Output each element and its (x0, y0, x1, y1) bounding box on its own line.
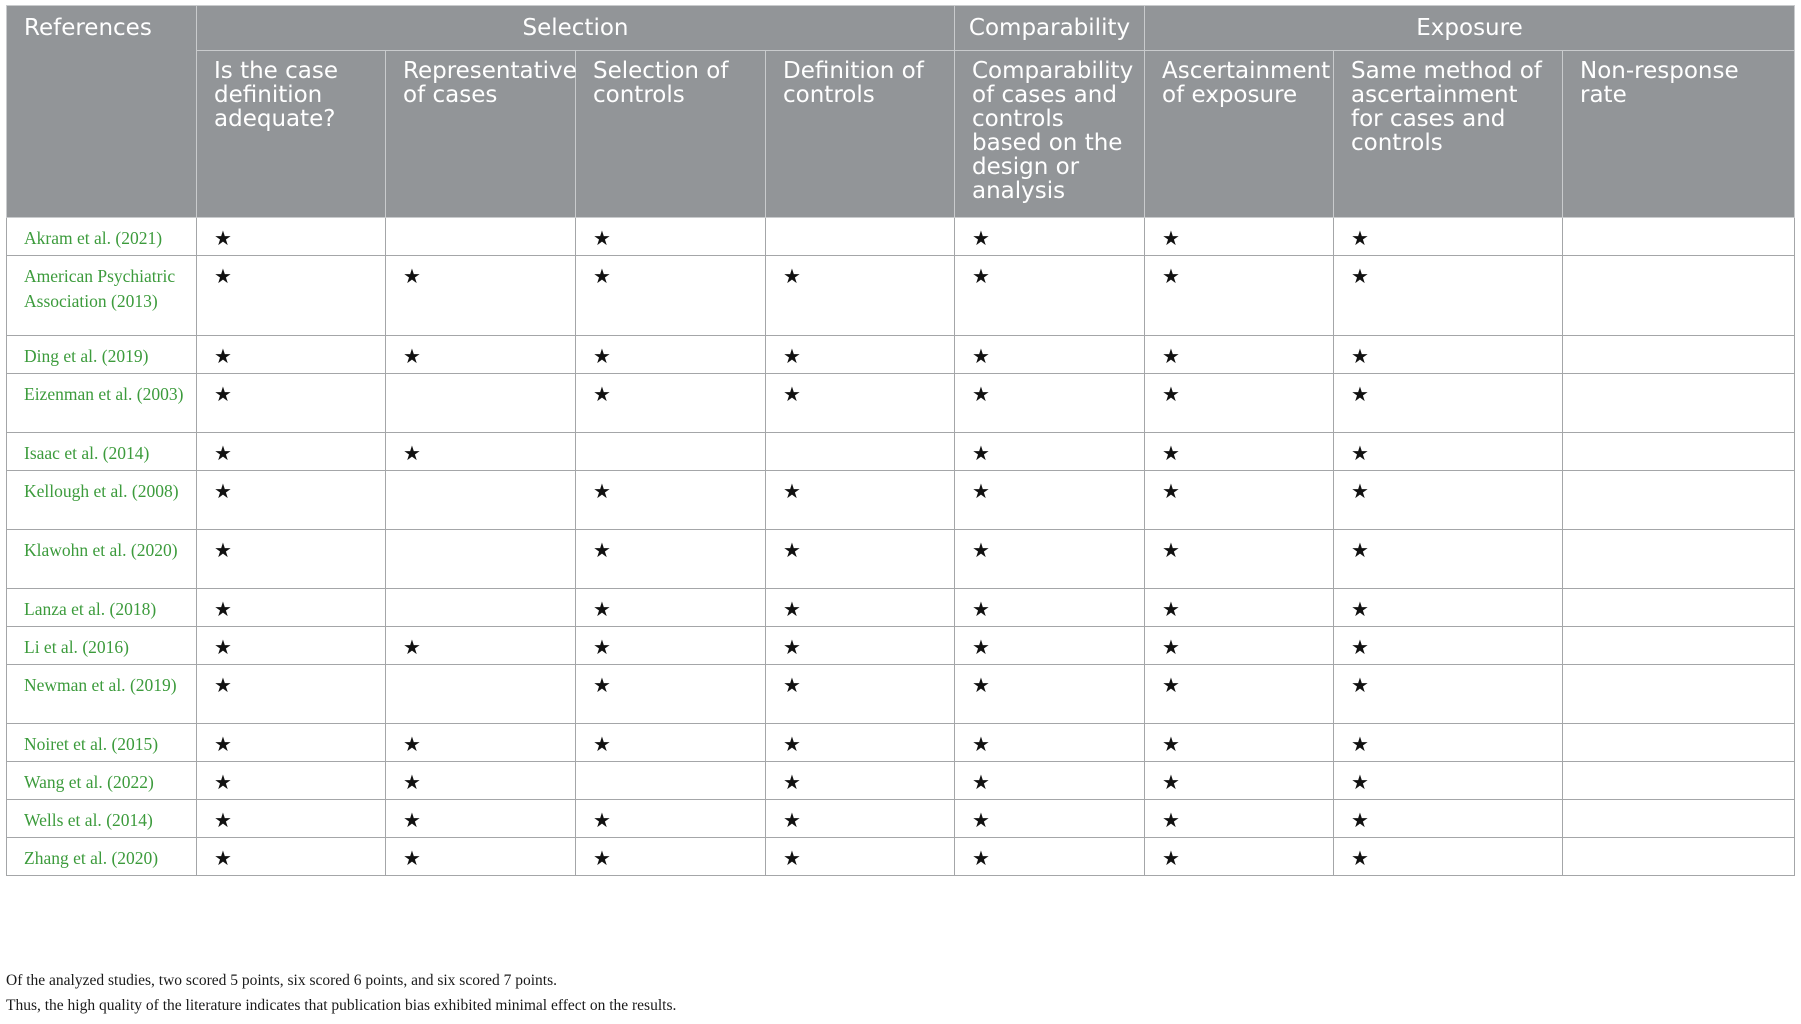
score-cell (766, 800, 955, 838)
score-cell (1334, 589, 1563, 627)
star-icon: ★ (972, 264, 990, 288)
star-icon: ★ (1162, 635, 1180, 659)
score-cell (386, 665, 576, 724)
star-icon: ★ (403, 846, 421, 870)
reference-author-link[interactable]: Li et al. (24, 637, 83, 657)
score-cell (955, 530, 1145, 589)
score-cell (1145, 800, 1334, 838)
star-icon: ★ (214, 264, 232, 288)
score-cell (766, 433, 955, 471)
star-icon: ★ (593, 264, 611, 288)
score-cell (1145, 336, 1334, 374)
star-icon: ★ (1162, 732, 1180, 756)
score-cell (1145, 256, 1334, 336)
score-cell (576, 665, 766, 724)
score-cell (1334, 218, 1563, 256)
star-icon: ★ (214, 226, 232, 250)
reference-year-link[interactable]: 2015 (117, 734, 153, 754)
star-icon: ★ (1351, 770, 1369, 794)
score-cell (1563, 589, 1795, 627)
score-cell (955, 724, 1145, 762)
star-icon: ★ (972, 673, 990, 697)
star-icon: ★ (783, 344, 801, 368)
score-cell (1563, 838, 1795, 876)
score-cell (955, 762, 1145, 800)
score-cell (766, 627, 955, 665)
star-icon: ★ (214, 732, 232, 756)
star-icon: ★ (1351, 479, 1369, 503)
score-cell (955, 665, 1145, 724)
score-cell (1334, 724, 1563, 762)
score-cell (1145, 374, 1334, 433)
reference-year-link[interactable]: 2019 (135, 675, 171, 695)
score-cell (386, 336, 576, 374)
reference-author-link[interactable]: Newman et al. (24, 675, 130, 695)
score-cell (576, 433, 766, 471)
score-cell (1563, 336, 1795, 374)
score-cell (197, 256, 386, 336)
star-icon: ★ (972, 770, 990, 794)
star-icon: ★ (783, 264, 801, 288)
star-icon: ★ (783, 538, 801, 562)
score-cell (766, 724, 955, 762)
score-cell (766, 589, 955, 627)
score-cell (1334, 627, 1563, 665)
star-icon: ★ (783, 479, 801, 503)
score-cell (1145, 589, 1334, 627)
reference-author-link[interactable]: Kellough et al. (24, 481, 132, 501)
star-icon: ★ (593, 846, 611, 870)
score-cell (576, 336, 766, 374)
score-cell (955, 838, 1145, 876)
table-row (7, 374, 1795, 433)
score-cell (386, 218, 576, 256)
table-row (7, 589, 1795, 627)
reference-author-link[interactable]: Lanza et al. (24, 599, 110, 619)
score-cell (386, 374, 576, 433)
score-cell (386, 433, 576, 471)
star-icon: ★ (214, 441, 232, 465)
score-cell (955, 800, 1145, 838)
score-cell (1334, 800, 1563, 838)
column-header-row (7, 51, 1795, 218)
star-icon: ★ (403, 770, 421, 794)
score-cell (1563, 433, 1795, 471)
star-icon: ★ (783, 597, 801, 621)
star-icon: ★ (214, 382, 232, 406)
star-icon: ★ (214, 635, 232, 659)
column-header-1: Representative of cases (386, 51, 576, 218)
score-cell (1334, 530, 1563, 589)
score-cell (955, 374, 1145, 433)
score-cell (576, 218, 766, 256)
reference-year-link[interactable]: 2014 (108, 443, 144, 463)
star-icon: ★ (972, 635, 990, 659)
score-cell (1145, 724, 1334, 762)
star-icon: ★ (1351, 538, 1369, 562)
star-icon: ★ (972, 226, 990, 250)
star-icon: ★ (1162, 538, 1180, 562)
table-row (7, 218, 1795, 256)
reference-year-link[interactable]: 2014 (112, 810, 148, 830)
reference-cell: Wang et al. (2022) (7, 762, 197, 800)
score-cell (955, 256, 1145, 336)
star-icon: ★ (1162, 382, 1180, 406)
star-icon: ★ (403, 441, 421, 465)
table-row (7, 838, 1795, 876)
score-cell (1563, 256, 1795, 336)
reference-author-link[interactable]: Noiret et al. (24, 734, 112, 754)
column-header-6: Same method of ascertainment for cases and controls (1334, 51, 1563, 218)
star-icon: ★ (783, 635, 801, 659)
score-cell (576, 800, 766, 838)
table-row (7, 800, 1795, 838)
reference-cell: Wells et al. (2014) (7, 800, 197, 838)
score-cell (766, 218, 955, 256)
star-icon: ★ (593, 808, 611, 832)
star-icon: ★ (783, 808, 801, 832)
score-cell (1334, 433, 1563, 471)
star-icon: ★ (972, 846, 990, 870)
footnote-conclusion: Thus, the high quality of the literature indicates that publication bias exhibited minimal effect on the results. (6, 997, 677, 1014)
reference-year-link[interactable]: 2003 (142, 384, 178, 404)
table-row (7, 471, 1795, 530)
score-cell (1563, 724, 1795, 762)
star-icon: ★ (1351, 846, 1369, 870)
reference-author-link[interactable]: Wang et al. (24, 772, 108, 792)
star-icon: ★ (214, 479, 232, 503)
score-cell (766, 471, 955, 530)
star-icon: ★ (1162, 479, 1180, 503)
score-cell (197, 530, 386, 589)
star-icon: ★ (214, 344, 232, 368)
table-row (7, 433, 1795, 471)
star-icon: ★ (1162, 846, 1180, 870)
score-cell (1145, 762, 1334, 800)
score-cell (1563, 530, 1795, 589)
score-cell (197, 838, 386, 876)
reference-cell: Akram et al. (2021) (7, 218, 197, 256)
star-icon: ★ (1351, 673, 1369, 697)
score-cell (1145, 433, 1334, 471)
table-row (7, 256, 1795, 336)
score-cell (955, 433, 1145, 471)
score-cell (197, 665, 386, 724)
star-icon: ★ (972, 732, 990, 756)
references-header: References (7, 6, 197, 218)
score-cell (1334, 838, 1563, 876)
column-header-2: Selection of controls (576, 51, 766, 218)
score-cell (197, 374, 386, 433)
star-icon: ★ (214, 597, 232, 621)
score-cell (955, 218, 1145, 256)
score-cell (197, 724, 386, 762)
score-cell (197, 627, 386, 665)
star-icon: ★ (1162, 770, 1180, 794)
star-icon: ★ (1162, 226, 1180, 250)
score-cell (1334, 665, 1563, 724)
star-icon: ★ (403, 344, 421, 368)
table-row (7, 665, 1795, 724)
star-icon: ★ (593, 597, 611, 621)
score-cell (766, 838, 955, 876)
reference-cell: Kellough et al. (2008) (7, 471, 197, 530)
star-icon: ★ (972, 479, 990, 503)
footnote-scores: Of the analyzed studies, two scored 5 points, six scored 6 points, and six scored 7 points. (6, 972, 558, 989)
score-cell (197, 336, 386, 374)
reference-cell: Eizenman et al. (2003) (7, 374, 197, 433)
star-icon: ★ (593, 226, 611, 250)
reference-cell: Lanza et al. (2018) (7, 589, 197, 627)
star-icon: ★ (593, 732, 611, 756)
score-cell (1145, 218, 1334, 256)
star-icon: ★ (783, 732, 801, 756)
star-icon: ★ (593, 673, 611, 697)
score-cell (766, 665, 955, 724)
score-cell (1334, 471, 1563, 530)
score-cell (386, 838, 576, 876)
star-icon: ★ (783, 770, 801, 794)
reference-author-link[interactable]: Klawohn et al. (24, 540, 131, 560)
score-cell (766, 762, 955, 800)
score-cell (1563, 665, 1795, 724)
star-icon: ★ (593, 635, 611, 659)
star-icon: ★ (593, 344, 611, 368)
score-cell (386, 589, 576, 627)
column-header-7: Non-response rate (1563, 51, 1795, 218)
score-cell (766, 256, 955, 336)
score-cell (386, 530, 576, 589)
score-cell (1563, 800, 1795, 838)
reference-cell: Zhang et al. (2020) (7, 838, 197, 876)
group-header-2: Exposure (1145, 6, 1795, 51)
reference-year-link[interactable]: 2021 (121, 228, 157, 248)
score-cell (576, 374, 766, 433)
star-icon: ★ (214, 538, 232, 562)
column-header-3: Definition of controls (766, 51, 955, 218)
score-cell (386, 471, 576, 530)
table-body (7, 218, 1795, 876)
star-icon: ★ (1351, 382, 1369, 406)
score-cell (955, 471, 1145, 530)
score-cell (955, 627, 1145, 665)
reference-cell: American Psychiatric Association (2013) (7, 256, 197, 336)
score-cell (1334, 336, 1563, 374)
score-cell (1563, 374, 1795, 433)
score-cell (197, 433, 386, 471)
score-cell (1563, 762, 1795, 800)
reference-author-link[interactable]: Akram et al. (24, 228, 116, 248)
reference-cell: Klawohn et al. (2020) (7, 530, 197, 589)
star-icon: ★ (1162, 808, 1180, 832)
score-cell (197, 762, 386, 800)
star-icon: ★ (214, 846, 232, 870)
score-cell (1145, 627, 1334, 665)
star-icon: ★ (403, 808, 421, 832)
table-row (7, 762, 1795, 800)
score-cell (766, 530, 955, 589)
score-cell (766, 336, 955, 374)
score-cell (1145, 471, 1334, 530)
score-cell (1334, 762, 1563, 800)
star-icon: ★ (783, 382, 801, 406)
quality-assessment-table-container (6, 5, 1794, 876)
reference-year-link[interactable]: 2020 (136, 540, 172, 560)
star-icon: ★ (1162, 264, 1180, 288)
star-icon: ★ (1351, 264, 1369, 288)
star-icon: ★ (1351, 441, 1369, 465)
score-cell (386, 724, 576, 762)
score-cell (386, 256, 576, 336)
star-icon: ★ (593, 479, 611, 503)
star-icon: ★ (972, 344, 990, 368)
star-icon: ★ (972, 597, 990, 621)
score-cell (576, 256, 766, 336)
star-icon: ★ (403, 635, 421, 659)
score-cell (197, 218, 386, 256)
score-cell (1563, 627, 1795, 665)
score-cell (955, 336, 1145, 374)
reference-year-link[interactable]: 2020 (117, 848, 153, 868)
column-header-5: Ascertainment of exposure (1145, 51, 1334, 218)
score-cell (576, 589, 766, 627)
score-cell (1145, 530, 1334, 589)
reference-cell: Newman et al. (2019) (7, 665, 197, 724)
reference-author-link[interactable]: Eizenman et al. (24, 384, 137, 404)
score-cell (197, 800, 386, 838)
table-header (7, 6, 1795, 218)
score-cell (576, 530, 766, 589)
star-icon: ★ (1162, 597, 1180, 621)
star-icon: ★ (1351, 808, 1369, 832)
score-cell (197, 471, 386, 530)
reference-year-link[interactable]: 2019 (107, 346, 143, 366)
star-icon: ★ (593, 538, 611, 562)
star-icon: ★ (214, 808, 232, 832)
star-icon: ★ (214, 673, 232, 697)
reference-year-link[interactable]: 2008 (137, 481, 173, 501)
score-cell (1334, 374, 1563, 433)
score-cell (1563, 471, 1795, 530)
quality-assessment-table (6, 5, 1795, 876)
reference-cell: Ding et al. (2019) (7, 336, 197, 374)
star-icon: ★ (972, 538, 990, 562)
star-icon: ★ (403, 732, 421, 756)
star-icon: ★ (972, 382, 990, 406)
star-icon: ★ (972, 441, 990, 465)
score-cell (1563, 218, 1795, 256)
star-icon: ★ (1351, 226, 1369, 250)
score-cell (386, 627, 576, 665)
reference-author-link[interactable]: Ding et al. (24, 346, 102, 366)
score-cell (576, 471, 766, 530)
score-cell (1145, 665, 1334, 724)
reference-cell: Isaac et al. (2014) (7, 433, 197, 471)
reference-cell: Li et al. (2016) (7, 627, 197, 665)
group-header-row (7, 6, 1795, 51)
score-cell (955, 589, 1145, 627)
reference-year-link[interactable]: 2013 (116, 290, 152, 311)
star-icon: ★ (1162, 673, 1180, 697)
score-cell (576, 724, 766, 762)
reference-author-link[interactable]: Wells et al. (24, 810, 107, 830)
table-row (7, 627, 1795, 665)
reference-author-link[interactable]: Zhang et al. (24, 848, 112, 868)
star-icon: ★ (1351, 597, 1369, 621)
table-row (7, 336, 1795, 374)
star-icon: ★ (1162, 344, 1180, 368)
star-icon: ★ (403, 264, 421, 288)
table-row (7, 724, 1795, 762)
reference-year-link[interactable]: 2016 (88, 637, 124, 657)
star-icon: ★ (783, 673, 801, 697)
group-header-0: Selection (197, 6, 955, 51)
column-header-0: Is the case definition adequate? (197, 51, 386, 218)
group-header-1: Comparability (955, 6, 1145, 51)
star-icon: ★ (1351, 732, 1369, 756)
reference-cell: Noiret et al. (2015) (7, 724, 197, 762)
star-icon: ★ (972, 808, 990, 832)
reference-author-link[interactable]: American Psychiatric Association (24, 266, 176, 311)
star-icon: ★ (214, 770, 232, 794)
star-icon: ★ (783, 846, 801, 870)
score-cell (386, 762, 576, 800)
star-icon: ★ (1351, 635, 1369, 659)
star-icon: ★ (1351, 344, 1369, 368)
star-icon: ★ (593, 382, 611, 406)
score-cell (197, 589, 386, 627)
column-header-4: Comparability of cases and controls based on the design or analysis (955, 51, 1145, 218)
score-cell (576, 627, 766, 665)
score-cell (386, 800, 576, 838)
score-cell (766, 374, 955, 433)
star-icon: ★ (1162, 441, 1180, 465)
score-cell (1334, 256, 1563, 336)
reference-author-link[interactable]: Isaac et al. (24, 443, 103, 463)
reference-year-link[interactable]: 2018 (115, 599, 151, 619)
score-cell (576, 762, 766, 800)
score-cell (576, 838, 766, 876)
reference-year-link[interactable]: 2022 (112, 772, 148, 792)
table-row (7, 530, 1795, 589)
score-cell (1145, 838, 1334, 876)
